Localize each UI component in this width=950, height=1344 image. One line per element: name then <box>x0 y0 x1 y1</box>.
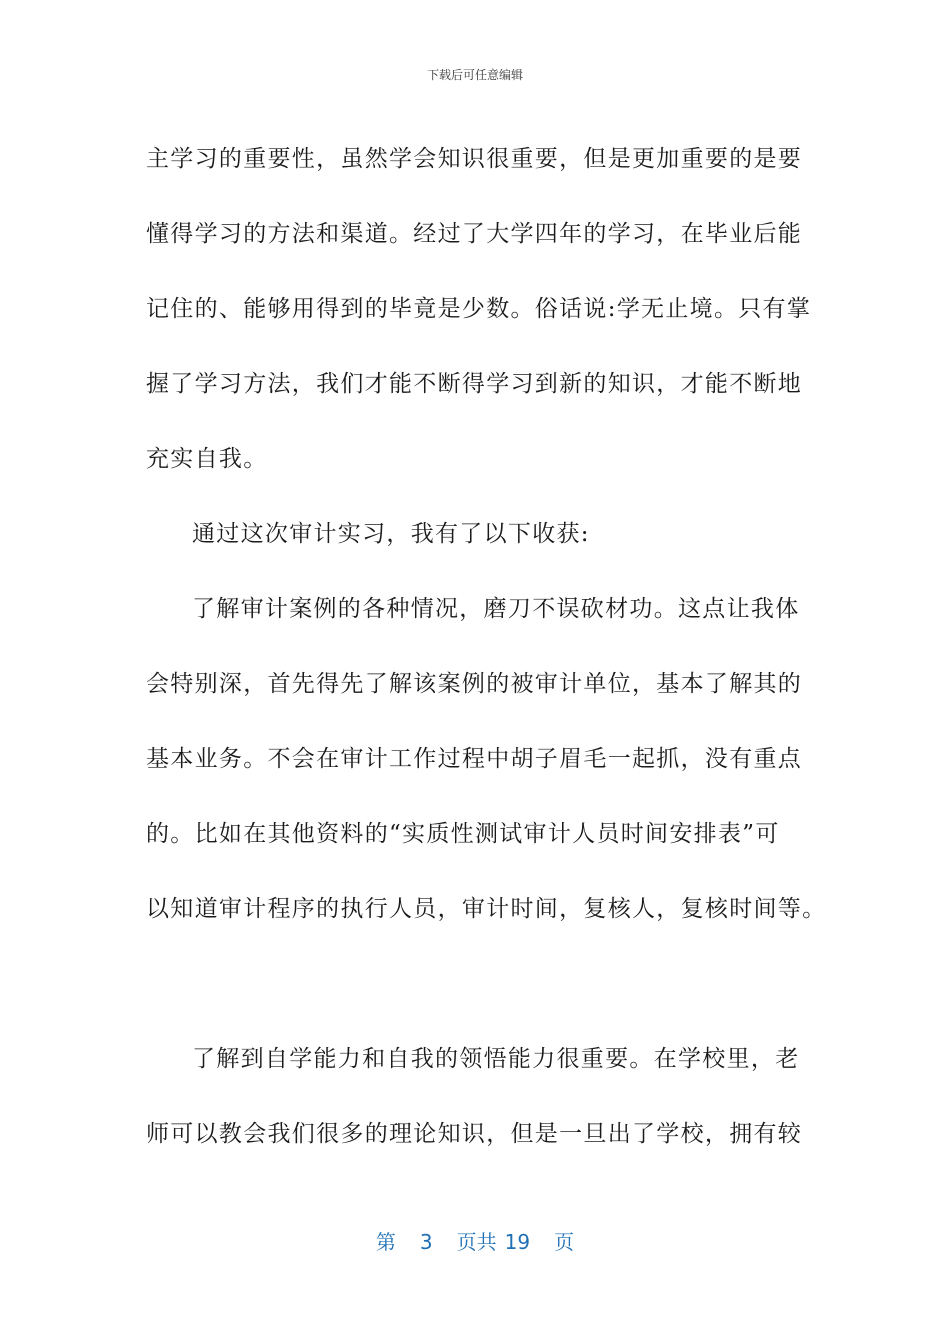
text-line: 主学习的重要性，虽然学会知识很重要，但是更加重要的是要 <box>146 146 803 172</box>
paragraph-gap <box>146 947 826 1022</box>
page-header: 下载后可任意编辑 <box>426 68 523 82</box>
text-line: 记住的、能够用得到的毕竟是少数。俗话说:学无止境。只有掌 <box>146 296 812 322</box>
text-line: 的。比如在其他资料的“实质性测试审计人员时间安排表”可 <box>146 821 780 847</box>
page-middle: 页共 <box>456 1230 497 1254</box>
text-line: 基本业务。不会在审计工作过程中胡子眉毛一起抓，没有重点 <box>146 746 803 772</box>
text-line: 了解审计案例的各种情况，磨刀不误砍材功。这点让我体 <box>192 596 800 622</box>
text-line: 通过这次审计实习，我有了以下收获: <box>192 521 590 547</box>
paragraph-1 <box>146 122 826 497</box>
paragraph-3 <box>146 572 826 947</box>
page-footer <box>0 1226 950 1255</box>
paragraph-2 <box>146 497 826 572</box>
current-page-number: 3 <box>419 1230 433 1254</box>
text-line: 以知道审计程序的执行人员，审计时间，复核人，复核时间等。 <box>146 896 827 922</box>
document-body <box>146 122 826 1172</box>
text-line: 握了学习方法，我们才能不断得学习到新的知识，才能不断地 <box>146 371 803 397</box>
text-line: 了解到自学能力和自我的领悟能力很重要。在学校里，老 <box>192 1046 800 1072</box>
text-line: 会特别深，首先得先了解该案例的被审计单位，基本了解其的 <box>146 671 803 697</box>
text-line: 懂得学习的方法和渠道。经过了大学四年的学习，在毕业后能 <box>146 221 803 247</box>
paragraph-4 <box>146 1022 826 1172</box>
text-line: 充实自我。 <box>146 446 268 472</box>
total-pages-number: 19 <box>504 1230 531 1254</box>
text-line: 师可以教会我们很多的理论知识，但是一旦出了学校，拥有较 <box>146 1121 803 1147</box>
page-prefix: 第 <box>375 1230 396 1254</box>
page-suffix: 页 <box>554 1230 575 1254</box>
